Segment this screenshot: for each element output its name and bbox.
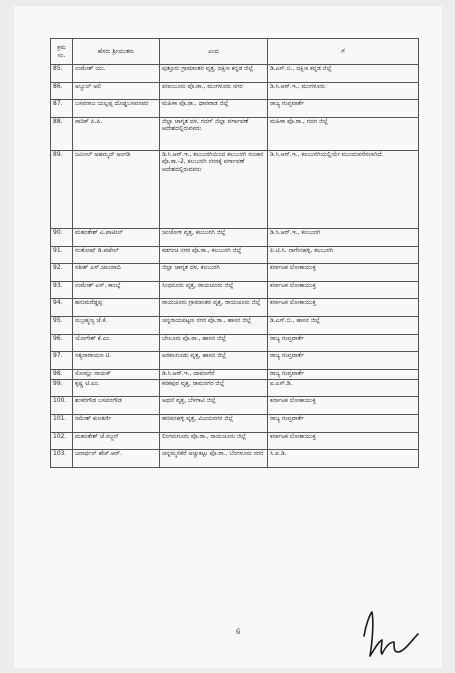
table-row <box>51 65 419 83</box>
cell-to: ಕರ್ನಾಟಕ ಲೋಕಾಯುಕ್ತ <box>268 432 419 450</box>
cell-to: ಡಿ.ಎಸ್.ಬಿ., ಹಾಸನ ಜಿಲ್ಲೆ <box>268 316 419 334</box>
cell-serial-number: 93. <box>51 281 73 299</box>
cell-name: ಉಮೇಶ್ ಯು. <box>73 65 160 83</box>
table-row <box>51 281 419 299</box>
cell-from: ಕಡಗಂಚಿ ನಗರ ಪೊ.ಠಾ., ಕಲಬುರಗಿ ಜಿಲ್ಲೆ <box>160 246 268 264</box>
cell-from: ಚಿಂಚೋಳಿ ವೃತ್ತ, ಕಲಬುರಗಿ ಜಿಲ್ಲೆ <box>160 228 268 246</box>
header-serial-number: ಕ್ರಮ ಸಂ. <box>51 39 73 65</box>
cell-from: ಪಣಂಬೂರು ಪೊ.ಠಾ., ಮಂಗಳೂರು ನಗರ <box>160 82 268 100</box>
cell-to: ರಾಜ್ಯ ಗುಪ್ತವಾರ್ತೆ <box>268 334 419 352</box>
header-from: ಎಂದ <box>160 39 268 65</box>
cell-to: ಮಹಿಳಾ ಪೊ.ಠಾ., ಗದಗ ಜಿಲ್ಲೆ <box>268 117 419 150</box>
table-row <box>51 369 419 379</box>
table-row <box>51 397 419 415</box>
table-header-row <box>51 39 419 65</box>
cell-name: ಬಸವರಾಜ ಯಲ್ಲಪ್ಪ ದೊಡ್ಡಬಸವನವರ <box>73 100 160 118</box>
cell-from: ಜಿಲ್ಲಾ ಜಾಗೃತ ದಳ, ಕಲಬುರಗಿ <box>160 264 268 282</box>
cell-serial-number: 88. <box>51 117 73 150</box>
cell-name: ಸತೀಶ್ ಎಸ್.ಚಿಲುವಾದಿ <box>73 264 160 282</box>
cell-from: ಡಿ.ಸಿ.ಆರ್.ಇ., ದಾವಣಗೆರೆ <box>160 369 268 379</box>
cell-to: ಕರ್ನಾಟಕ ಲೋಕಾಯುಕ್ತ <box>268 397 419 415</box>
cell-to: ರಾಜ್ಯ ಗುಪ್ತವಾರ್ತೆ <box>268 414 419 432</box>
cell-from: ಹರಪನಹಳ್ಳಿ ವೃತ್ತ, ವಿಜಯನಗರ ಜಿಲ್ಲೆ <box>160 414 268 432</box>
page-number: 6 <box>236 628 241 636</box>
cell-to: ಡಿ.ಎಸ್.ಬಿ., ದಕ್ಷಿಣ ಕನ್ನಡ ಜಿಲ್ಲೆ <box>268 65 419 83</box>
cell-serial-number: 103. <box>51 450 73 468</box>
table-row <box>51 352 419 370</box>
cell-to: ಕರ್ನಾಟಕ ಲೋಕಾಯುಕ್ತ <box>268 281 419 299</box>
cell-from: ಚನ್ನಮ್ಮನಕೆರೆ ಅಚ್ಚುಕಟ್ಟು ಪೊ.ಠಾ., ಬೆಂಗಳೂರು ನಗರ <box>160 450 268 468</box>
table-row <box>51 228 419 246</box>
table-row <box>51 299 419 317</box>
cell-name: ರಮೇಶ್ ಕುಲಕರ್ಣಿ <box>73 414 160 432</box>
cell-name: ಸಂತೋಷ್ ಡಿ.ಪಟೇಲ್ <box>73 246 160 264</box>
table-row <box>51 246 419 264</box>
cell-serial-number: 102. <box>51 432 73 450</box>
cell-from: ಕನಕಪುರ ವೃತ್ತ, ರಾಮನಗರ ಜಿಲ್ಲೆ <box>160 379 268 397</box>
cell-from: ರಾಯಚೂರು ಗ್ರಾಮಾಂತರ ವೃತ್ತ, ರಾಯಚೂರು ಜಿಲ್ಲೆ <box>160 299 268 317</box>
cell-to: ರಾಜ್ಯ ಗುಪ್ತವಾರ್ತೆ <box>268 369 419 379</box>
cell-serial-number: 86. <box>51 82 73 100</box>
cell-from: ಲಿಂಗಸುಗೂರು ಪೊ.ಠಾ., ರಾಯಚೂರು ಜಿಲ್ಲೆ <box>160 432 268 450</box>
table-row <box>51 334 419 352</box>
cell-from: ಪುತ್ತೂರು ಗ್ರಾಮಾಂತರ ವೃತ್ತ, ದಕ್ಷಿಣ ಕನ್ನಡ ಜಿಲ್ಲೆ <box>160 65 268 83</box>
cell-name: ಜನಾರ್ಧನ್ ಹೆಚ್.ಆರ್. <box>73 450 160 468</box>
cell-serial-number: 96. <box>51 334 73 352</box>
cell-from: ಬೇಲೂರು ಪೊ.ಠಾ., ಹಾಸನ ಜಿಲ್ಲೆ <box>160 334 268 352</box>
cell-from: ಅಥಣಿ ವೃತ್ತ, ಬೆಳಗಾವಿ ಜಿಲ್ಲೆ <box>160 397 268 415</box>
cell-serial-number: 97. <box>51 352 73 370</box>
cell-to: ಕರ್ನಾಟಕ ಲೋಕಾಯುಕ್ತ <box>268 264 419 282</box>
cell-name: ಮಹಂತೇಶ್ ಜೆ.ಸಜ್ಜನ್ <box>73 432 160 450</box>
table-row <box>51 150 419 228</box>
cell-name: ಸುಬ್ರಹ್ಮಣ್ಯ ಜೆ.ಕೆ. <box>73 316 160 334</box>
cell-name: ಕೃಷ್ಣ ಟಿ.ಎಂ. <box>73 379 160 397</box>
cell-serial-number: 89. <box>51 150 73 228</box>
cell-name: ಸತ್ಯನಾರಾಯಣ ಟಿ. <box>73 352 160 370</box>
cell-to: ಐ.ಎಸ್.ಡಿ. <box>268 379 419 397</box>
cell-from: ಅರಕಲಗೂಡು ವೃತ್ತ, ಹಾಸನ ಜಿಲ್ಲೆ <box>160 352 268 370</box>
cell-serial-number: 92. <box>51 264 73 282</box>
cell-to: ಸಿ.ಐ.ಡಿ. <box>268 450 419 468</box>
cell-serial-number: 87. <box>51 100 73 118</box>
header-name: ಹೆಸರು ಶ್ರೀಯುತರು <box>73 39 160 65</box>
cell-serial-number: 85. <box>51 65 73 83</box>
signature-icon <box>360 600 422 666</box>
cell-name: ಅಬ್ದುಲ್ ಅಲಿ <box>73 82 160 100</box>
cell-from: ಜಿಲ್ಲಾ ಜಾಗೃತ ದಳ, ಗದಗ್ ಜಿಲ್ಲಾ ವರ್ಗಾವಣೆ ಆದೇಶದಲ್ಲಿರುವವರು <box>160 117 268 150</box>
table-row <box>51 82 419 100</box>
cell-serial-number: 101. <box>51 414 73 432</box>
table-row <box>51 450 419 468</box>
cell-name: ಉಮೇಶ್ ಎಸ್. ಕಾಂಬ್ಳೆ <box>73 281 160 299</box>
cell-serial-number: 94. <box>51 299 73 317</box>
cell-serial-number: 98. <box>51 369 73 379</box>
cell-serial-number: 91. <box>51 246 73 264</box>
cell-to: ಕರ್ನಾಟಕ ಲೋಕಾಯುಕ್ತ <box>268 299 419 317</box>
table-row <box>51 117 419 150</box>
cell-to: ಡಿ.ಸಿ.ಆರ್.ಇ., ಕಲಬುರಗಿ <box>268 228 419 246</box>
cell-serial-number: 100. <box>51 397 73 415</box>
cell-name: ಯೋಗೇಶ್ ಕೆ.ಎಂ. <box>73 334 160 352</box>
header-to: ಗೆ <box>268 39 419 65</box>
table-row <box>51 316 419 334</box>
cell-from: ಡಿ.ಸಿ.ಆರ್.ಇ., ಕಲಬುರಗಿಯಿಂದ ಕಲಬುರಗಿ ಸಂಚಾರ ಪೊ.ಠಾ.-2, ಕಲಬುರಗಿ ನಗರಕ್ಕೆ ವರ್ಗಾವಣೆ ಆದೇಶದಲ್ಲಿರುವವರು <box>160 150 268 228</box>
cell-to: ಪಿ.ಟಿ.ಸಿ. ನಾಗೇನಹಳ್ಳಿ, ಕಲಬುರಗಿ <box>268 246 419 264</box>
transfer-table <box>50 38 419 468</box>
cell-name: ಸೋಮ್ಲು ನಾಯಕ್ <box>73 369 160 379</box>
table-row <box>51 432 419 450</box>
document-page <box>14 6 442 668</box>
cell-from: ಮಹಿಳಾ ಪೊ.ಠಾ., ಧಾರವಾಡ ಜಿಲ್ಲೆ <box>160 100 268 118</box>
cell-to: ರಾಜ್ಯ ಗುಪ್ತವಾರ್ತೆ <box>268 100 419 118</box>
cell-serial-number: 95. <box>51 316 73 334</box>
cell-name: ಶಂಕರಗೌಡ ಬಸವನಗೌಡ <box>73 397 160 415</box>
cell-from: ಸಿಂಧನೂರು ವೃತ್ತ, ರಾಯಚೂರು ಜಿಲ್ಲೆ <box>160 281 268 299</box>
table-body <box>51 65 419 468</box>
cell-to: ಡಿ.ಸಿ.ಆರ್.ಇ., ಕಲಬುರಗಿಯಲ್ಲಿಯೇ ಮುಂದುವರೆಸಲಾಗಿದೆ. <box>268 150 419 228</box>
cell-to: ರಾಜ್ಯ ಗುಪ್ತವಾರ್ತೆ <box>268 352 419 370</box>
table-row <box>51 379 419 397</box>
table-row <box>51 100 419 118</box>
cell-name: ಹನುಮರೆಡ್ಡಪ್ಪ <box>73 299 160 317</box>
cell-to: ಡಿ.ಸಿ.ಆರ್.ಇ., ಮಂಗಳೂರು <box>268 82 419 100</box>
cell-name: ಸಾದಿಕ್ ಪಿ.ಪಿ. <box>73 117 160 150</box>
cell-serial-number: 99. <box>51 379 73 397</box>
table-row <box>51 414 419 432</box>
table-row <box>51 264 419 282</box>
cell-name: ಮಹಂತೇಶ್ ವಿ.ಪಾಟೀಲ್ <box>73 228 160 246</box>
cell-name: ಜಮೀಲ್ ಅಹಮ್ಮದ್ ಅಂಗಡಿ <box>73 150 160 228</box>
cell-from: ಚನ್ನರಾಯಪಟ್ಟಣ ನಗರ ಪೊ.ಠಾ., ಹಾಸನ ಜಿಲ್ಲೆ <box>160 316 268 334</box>
cell-serial-number: 90. <box>51 228 73 246</box>
